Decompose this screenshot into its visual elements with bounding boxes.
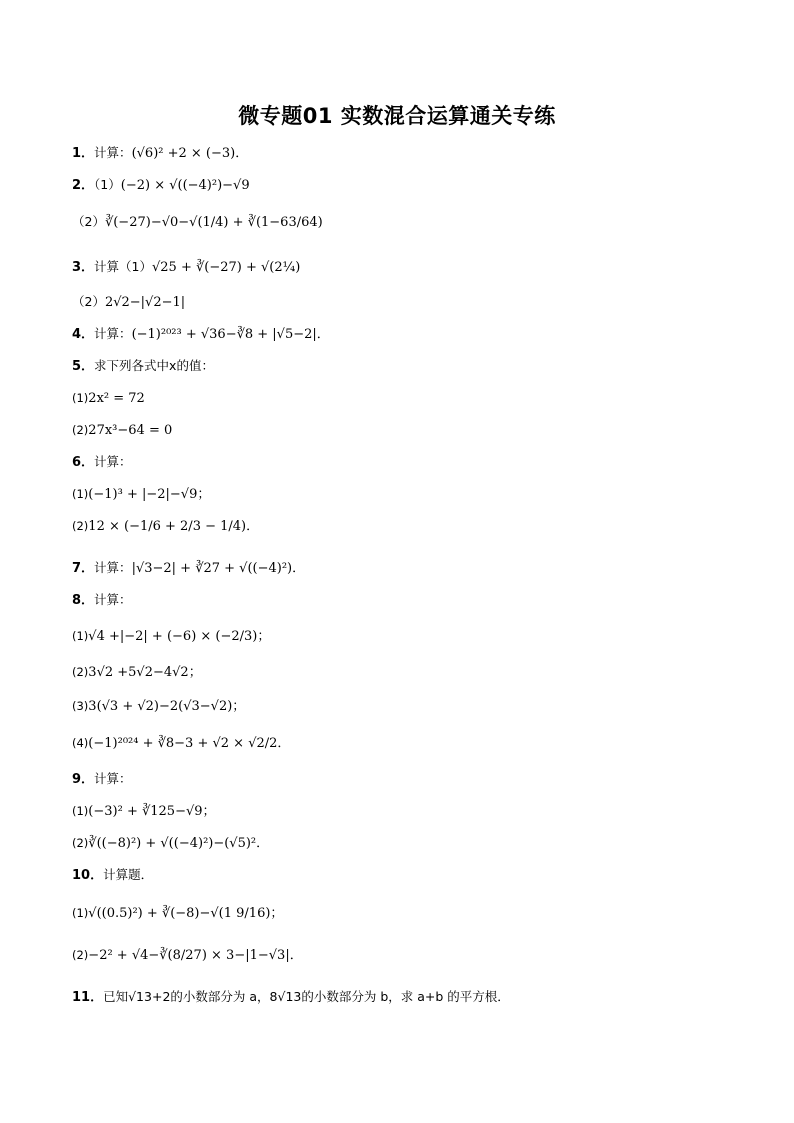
problem-number: 3．: [72, 260, 95, 275]
p8-line-4: [72, 697, 245, 716]
p2-line-1: [72, 176, 250, 195]
p5-line-3: [72, 421, 172, 440]
p3-line-2: [72, 293, 185, 312]
p1-line-1: [72, 144, 248, 163]
problem-text: (2): [72, 519, 89, 533]
p3-line-1: [72, 258, 300, 277]
problem-text: 计算题．: [103, 867, 154, 882]
math-expression: (−2) × √((−4)²)−√9: [120, 178, 250, 193]
problem-text: 计算：: [94, 145, 132, 160]
problem-text: (4): [72, 736, 89, 750]
problem-number: 9．: [72, 772, 95, 787]
problem-text: (2): [72, 836, 89, 850]
math-expression: ∛(−27)−√0−√(1/4) + ∛(1−63/64): [104, 215, 323, 230]
p10-line-2: [72, 904, 283, 923]
math-expression: (−3)² + ∛125−√9；: [88, 804, 216, 819]
p8-line-1: [72, 591, 132, 610]
page-title: 微专题01 实数混合运算通关专练: [238, 104, 556, 128]
problem-number: 4．: [72, 327, 95, 342]
math-expression: 3(√3 + √2)−2(√3−√2)；: [88, 699, 246, 714]
problem-number: 2．: [72, 178, 95, 193]
problem-text: （1）: [94, 177, 121, 192]
math-expression: (−1)²⁰²⁴ + ∛8−3 + √2 × √2/2．: [88, 736, 291, 751]
p8-line-3: [72, 663, 202, 682]
math-expression: (−1)²⁰²³ + √36−∛8 + |√5−2|．: [131, 327, 330, 342]
math-expression: 3√2 +5√2−4√2；: [88, 665, 202, 680]
p7-line-1: [72, 559, 305, 578]
math-expression: ∛((−8)²) + √((−4)²)−(√5)²．: [88, 836, 270, 851]
math-expression: 12 × (−1/6 + 2/3 − 1/4)．: [88, 519, 260, 534]
p5-line-1: [72, 357, 214, 376]
problem-number: 6．: [72, 455, 95, 470]
math-expression: (−1)³ + |−2|−√9；: [88, 487, 211, 502]
p8-line-2: [72, 627, 270, 646]
problem-number: 11．: [72, 990, 104, 1005]
problem-text: (1): [72, 804, 89, 818]
p10-line-1: [72, 866, 153, 885]
p10-line-3: [72, 946, 303, 965]
problem-text: （2）: [72, 294, 105, 309]
math-expression: √25 + ∛(−27) + √(2¼): [152, 260, 301, 275]
math-expression: (√6)² +2 × (−3)．: [131, 146, 249, 161]
problem-text: (1): [72, 391, 89, 405]
problem-text: (1): [72, 629, 89, 643]
p9-line-3: [72, 834, 269, 853]
problem-number: 8．: [72, 593, 95, 608]
p6-line-1: [72, 453, 132, 472]
p9-line-2: [72, 802, 216, 821]
problem-number: 7．: [72, 561, 95, 576]
p4-line-1: [72, 325, 330, 344]
math-expression: |√3−2| + ∛27 + √((−4)²)．: [131, 561, 306, 576]
problem-text: (2): [72, 665, 89, 679]
math-expression: √((0.5)²) + ∛(−8)−√(1 9/16)；: [88, 906, 284, 921]
math-expression: 2√2−|√2−1|: [104, 295, 186, 310]
problem-text: 计算：: [94, 771, 132, 786]
problem-text: (2): [72, 423, 89, 437]
problem-text: 求下列各式中x的值：: [94, 358, 214, 373]
problem-text: 计算：: [94, 326, 132, 341]
problem-text: （2）: [72, 214, 105, 229]
p5-line-2: [72, 389, 145, 408]
problem-text: (2): [72, 948, 89, 962]
p11-line-1: [72, 988, 510, 1007]
p9-line-1: [72, 770, 132, 789]
problem-text: 已知√13+2的小数部分为 a，8√13的小数部分为 b，求 a+b 的平方根．: [103, 989, 510, 1004]
problem-text: (3): [72, 699, 89, 713]
problem-text: 计算：: [94, 560, 132, 575]
problem-text: 计算：: [94, 592, 132, 607]
problem-number: 5．: [72, 359, 95, 374]
p2-line-2: [72, 213, 323, 232]
problem-number: 10．: [72, 868, 104, 883]
problem-text: (1): [72, 906, 89, 920]
p6-line-3: [72, 517, 259, 536]
math-expression: 27x³−64 = 0: [88, 423, 173, 438]
math-expression: −2² + √4−∛(8/27) × 3−|1−√3|．: [88, 948, 303, 963]
math-expression: 2x² = 72: [88, 391, 145, 406]
math-expression: √4 +|−2| + (−6) × (−2/3)；: [88, 629, 271, 644]
p8-line-5: [72, 734, 290, 753]
p6-line-2: [72, 485, 210, 504]
problem-text: (1): [72, 487, 89, 501]
problem-number: 1．: [72, 146, 95, 161]
problem-text: 计算：: [94, 454, 132, 469]
problem-text: 计算（1）: [94, 259, 152, 274]
